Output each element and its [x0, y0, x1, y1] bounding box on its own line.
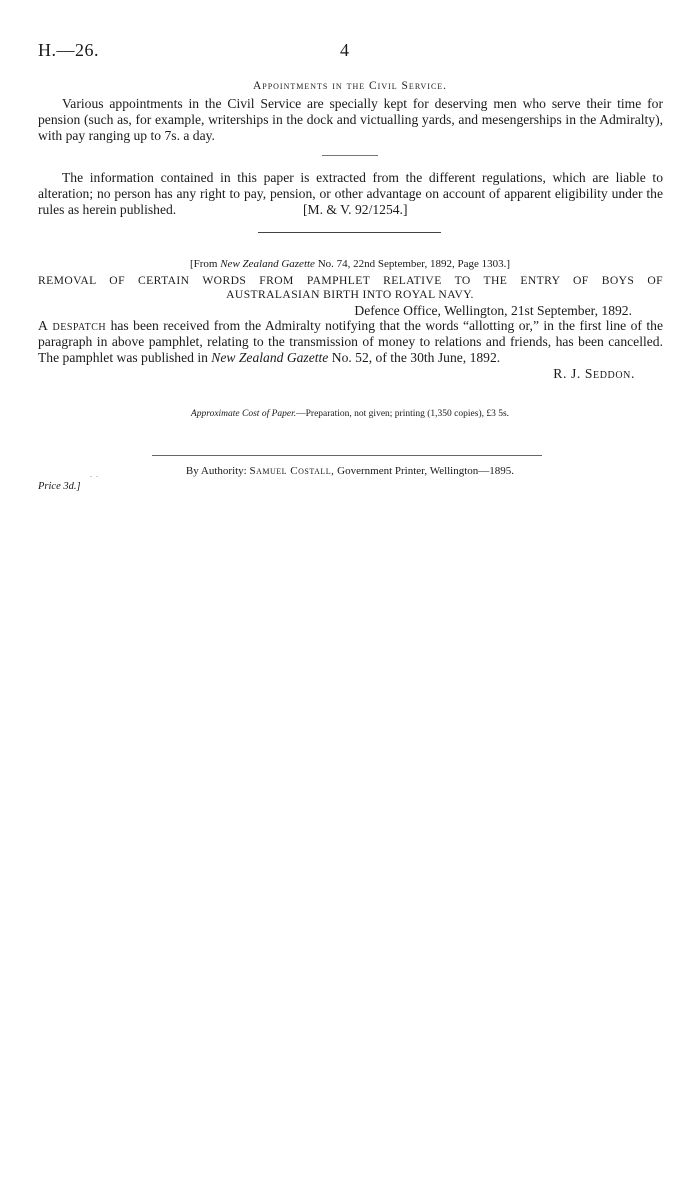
cost-text: —Preparation, not given; printing (1,350 copies), £3 5s. [296, 409, 510, 419]
information-paragraph [38, 170, 663, 218]
page-number: 4 [340, 40, 349, 60]
notice-main-text: has been received from the Admiralty notifying that the words “allotting or,” in the first line of the paragraph in above pamphlet, relating to the transmission of money to relations and friends, has been cancelled. The pamphlet was published in [38, 318, 663, 365]
section-divider [258, 232, 441, 233]
notice-body [38, 318, 663, 366]
printer-dots: . . [90, 470, 98, 479]
footer-divider [152, 455, 542, 456]
authority-line [0, 465, 700, 477]
price: Price 3d.] [38, 481, 81, 492]
notice-tail-text: No. 52, of the 30th June, 1892. [328, 350, 501, 365]
authority-prefix: By Authority: [185, 465, 247, 477]
notice-title-line2: AUSTRALASIAN BIRTH INTO ROYAL NAVY. [226, 288, 474, 301]
notice-dateline: Defence Office, Wellington, 21st September, 1892. [354, 303, 632, 318]
information-text: The information contained in this paper is extracted from the different regulations, which are liable to alteration; no person has any right to pay, pension, or other advantage on account of apparent eligibility under the rules as herein published. [38, 170, 663, 217]
authority-name: Samuel Costall, [249, 465, 335, 477]
document-id: H.—26. [38, 40, 99, 60]
short-divider [322, 155, 378, 156]
notice-lead: A despatch [38, 318, 107, 333]
cost-line [0, 409, 700, 419]
notice-gazette-name: New Zealand Gazette [211, 350, 329, 365]
cost-label: Approximate Cost of Paper. [190, 409, 297, 419]
source-prefix: [From [189, 258, 218, 270]
section-heading: Appointments in the Civil Service. [252, 80, 448, 92]
authority-suffix: Government Printer, Wellington—1895. [337, 465, 515, 477]
reference-code: [M. & V. 92/1254.] [302, 202, 408, 217]
signature: R. J. Seddon. [553, 366, 635, 381]
source-suffix: No. 74, 22nd September, 1892, Page 1303.] [317, 258, 511, 270]
civil-service-paragraph: Various appointments in the Civil Service are specially kept for deserving men who serve their time for pension (such as, for example, writerships in the dock and victualling yards, and mesengerships in the Admiralty), with pay ranging up to 7s. a day. [38, 96, 663, 143]
source-gazette-name: New Zealand Gazette [220, 258, 315, 270]
gazette-source [0, 258, 700, 270]
notice-title-line1: REMOVAL OF CERTAIN WORDS FROM PAMPHLET RELATIVE TO THE ENTRY OF BOYS OF [38, 274, 663, 287]
